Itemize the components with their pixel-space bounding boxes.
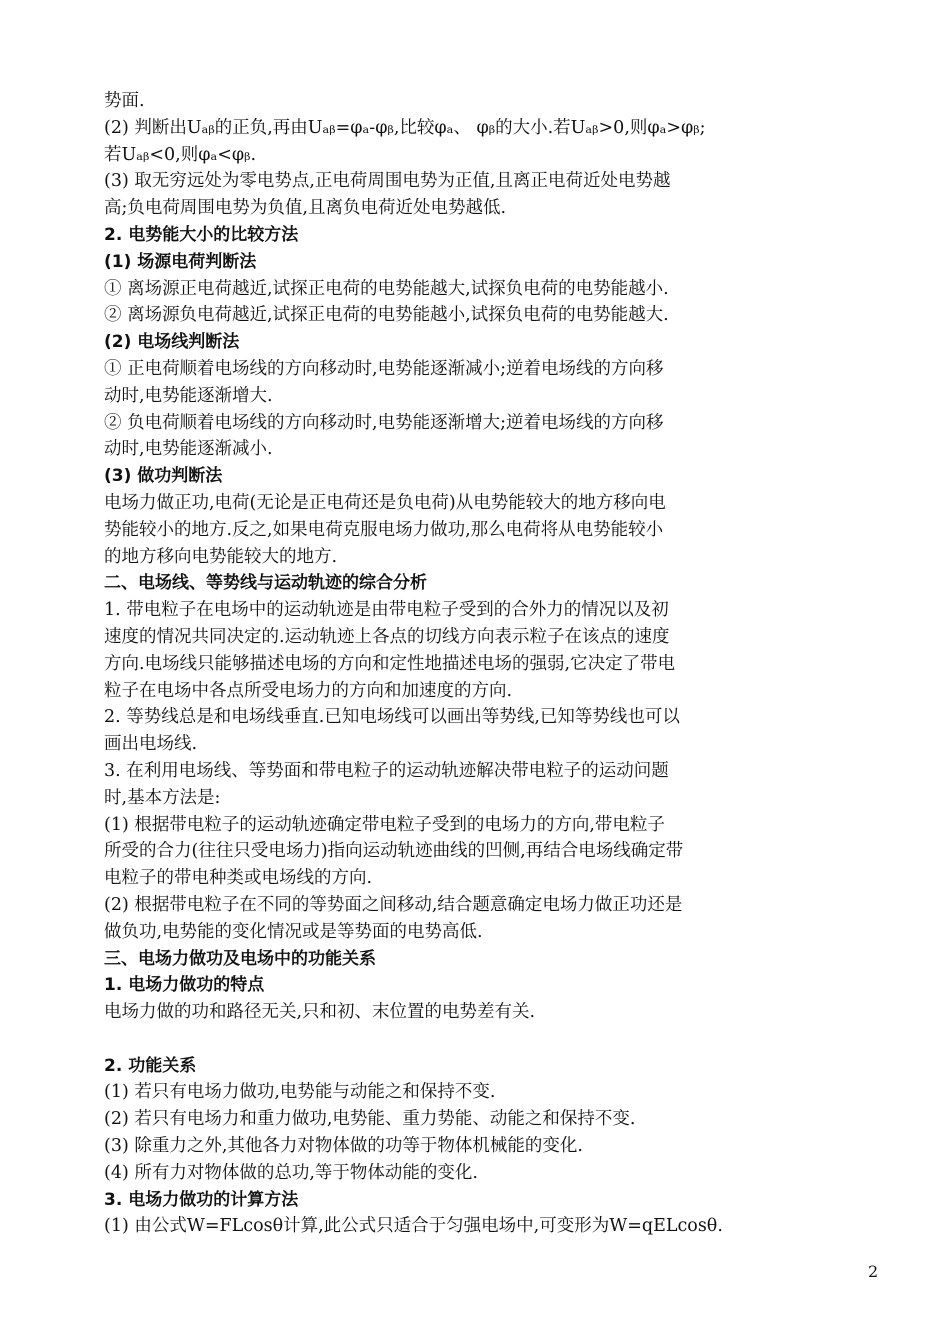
text-line: 所受的合力(往往只受电场力)指向运动轨迹曲线的凹侧,再结合电场线确定带	[104, 841, 684, 862]
text-line: (4) 所有力对物体做的总功,等于物体动能的变化.	[104, 1162, 478, 1183]
text-line: (1) 根据带电粒子的运动轨迹确定带电粒子受到的电场力的方向,带电粒子	[104, 814, 665, 835]
section-heading: 二、电场线、等势线与运动轨迹的综合分析	[104, 573, 427, 594]
text-line: 粒子在电场中各点所受电场力的方向和加速度的方向.	[104, 680, 513, 701]
text-line: 电粒子的带电种类或电场线的方向.	[104, 868, 373, 889]
text-line: 动时,电势能逐渐增大.	[104, 385, 273, 406]
section-heading: (3) 做功判断法	[104, 466, 223, 487]
text-line: (2) 若只有电场力和重力做功,电势能、重力势能、动能之和保持不变.	[104, 1109, 636, 1130]
text-line: ① 正电荷顺着电场线的方向移动时,电势能逐渐减小;逆着电场线的方向移	[104, 358, 664, 379]
text-line: (1) 若只有电场力做功,电势能与动能之和保持不变.	[104, 1082, 496, 1103]
text-line: 速度的情况共同决定的.运动轨迹上各点的切线方向表示粒子在该点的速度	[104, 626, 670, 647]
text-line: 动时,电势能逐渐减小.	[104, 439, 273, 460]
text-line: ① 离场源正电荷越近,试探正电荷的电势能越大,试探负电荷的电势能越小.	[104, 278, 669, 299]
text-line: (3) 除重力之外,其他各力对物体做的功等于物体机械能的变化.	[104, 1136, 583, 1157]
text-line: ② 离场源负电荷越近,试探正电荷的电势能越小,试探负电荷的电势能越大.	[104, 305, 669, 326]
section-heading: 2. 功能关系	[104, 1055, 197, 1076]
text-line: (3) 取无穷远处为零电势点,正电荷周围电势为正值,且离正电荷近处电势越	[104, 171, 671, 192]
text-line: 做负功,电势能的变化情况或是等势面的电势高低.	[104, 921, 483, 942]
text-line: 的地方移向电势能较大的地方.	[104, 546, 338, 567]
text-line: 势能较小的地方.反之,如果电荷克服电场力做功,那么电荷将从电势能较小	[104, 519, 664, 540]
text-line: 时,基本方法是:	[104, 787, 221, 808]
text-line: 1. 带电粒子在电场中的运动轨迹是由带电粒子受到的合外力的情况以及初	[104, 600, 669, 621]
text-line: (2) 根据带电粒子在不同的等势面之间移动,结合题意确定电场力做正功还是	[104, 894, 683, 915]
section-heading: 三、电场力做功及电场中的功能关系	[104, 948, 376, 969]
section-heading: (2) 电场线判断法	[104, 332, 240, 353]
text-line: (1) 由公式W=FLcosθ计算,此公式只适合于匀强电场中,可变形为W=qELcosθ.	[104, 1216, 723, 1237]
section-heading: 3. 电场力做功的计算方法	[104, 1189, 299, 1210]
text-line: 高;负电荷周围电势为负值,且离负电荷近处电势越低.	[104, 198, 507, 219]
text-line: (2) 判断出Uₐᵦ的正负,再由Uₐᵦ=φₐ-φᵦ,比较φₐ、 φᵦ的大小.若Uₐᵦ>0,则φₐ>φᵦ;	[104, 117, 706, 138]
text-line: 若Uₐᵦ<0,则φₐ<φᵦ.	[104, 144, 257, 165]
text-line	[104, 1026, 764, 1053]
section-heading: 1. 电场力做功的特点	[104, 975, 265, 996]
text-line: ② 负电荷顺着电场线的方向移动时,电势能逐渐增大;逆着电场线的方向移	[104, 412, 664, 433]
document-body	[104, 88, 764, 1240]
page-number: 2	[868, 1262, 879, 1281]
text-line: 2. 等势线总是和电场线垂直.已知电场线可以画出等势线,已知等势线也可以	[104, 707, 680, 728]
text-line: 电场力做正功,电荷(无论是正电荷还是负电荷)从电势能较大的地方移向电	[104, 492, 666, 513]
text-line: 画出电场线.	[104, 734, 198, 755]
text-line: 方向.电场线只能够描述电场的方向和定性地描述电场的强弱,它决定了带电	[104, 653, 676, 674]
text-line: 电场力做的功和路径无关,只和初、末位置的电势差有关.	[104, 1002, 536, 1023]
section-heading: 2. 电势能大小的比较方法	[104, 224, 299, 245]
section-heading: (1) 场源电荷判断法	[104, 251, 257, 272]
text-line: 3. 在利用电场线、等势面和带电粒子的运动轨迹解决带电粒子的运动问题	[104, 760, 669, 781]
text-line: 势面.	[104, 91, 145, 111]
